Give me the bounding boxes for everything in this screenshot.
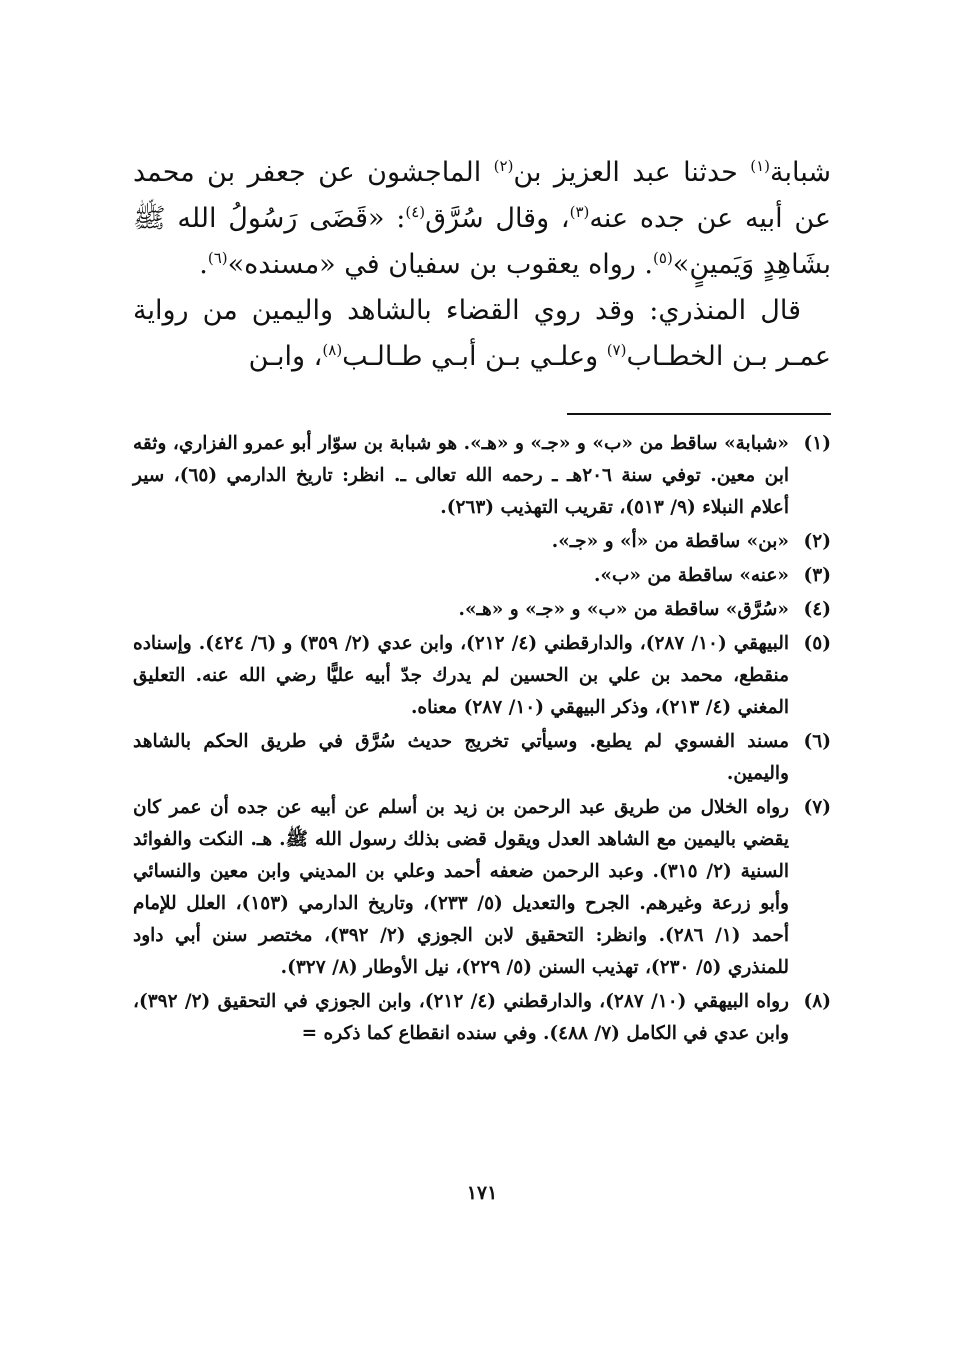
footnote-text: رواه البيهقي (١٠/ ٢٨٧)، والدارقطني (٤/ ٢١٢)، وابن الجوزي في التحقيق (٢/ ٣٩٢)، وابن عدي في الكامل (٧/ ٤٨٨). وفي سنده انقطاع كما ذكره = — [133, 991, 789, 1044]
main-paragraph-1 — [133, 150, 831, 288]
footnote-number: (١) — [803, 433, 831, 454]
footnotes — [133, 428, 831, 1052]
footnote-1 — [133, 428, 831, 524]
footnote-text: «سُرَّق» ساقطة من «ب» و «جـ» و «هـ». — [458, 599, 789, 620]
footnote-number: (٧) — [803, 797, 831, 818]
footnote-ref-8[interactable]: (٨) — [322, 341, 343, 359]
footnote-text: رواه الخلال من طريق عبد الرحمن بن زيد بن أسلم عن أبيه عن جده أن عمر كان يقضي باليمين مع الشاهد العدل ويقول قضى بذلك رسول الله ﷺ. هـ. النكت والفوائد السنية (٢/ ٣١٥). وعبد الرحمن ضعفه أحمد وعلي بن المديني وابن معين والنسائي وأبو زرعة وغيرهم. الجرح والتعديل (٥/ ٢٣٣)، وتاريخ الدارمي (١٥٣)، العلل للإمام أحمد (١/ ٢٨٦). وانظر: التحقيق لابن الجوزي (٢/ ٣٩٢)، مختصر سنن أبي داود للمنذري (٥/ ٢٣٠)، تهذيب السنن (٥/ ٢٢٩)، نيل الأوطار (٨/ ٣٢٧). — [133, 797, 789, 978]
text-segment: حدثنا عبد العزيز بن — [513, 157, 751, 188]
footnote-4 — [133, 594, 831, 626]
footnote-ref-2[interactable]: (٢) — [493, 157, 514, 175]
footnote-8 — [133, 986, 831, 1050]
footnote-3 — [133, 560, 831, 592]
page-number: ١٧١ — [466, 1182, 498, 1204]
footnote-2 — [133, 526, 831, 558]
footnote-6 — [133, 726, 831, 790]
footnote-7 — [133, 792, 831, 984]
footnote-number: (٦) — [803, 731, 831, 752]
text-segment: قال المنذري: وقد روي القضاء بالشاهد واليمين من رواية عمـر بـن الخطـاب — [133, 295, 831, 372]
footnote-number: (٣) — [803, 565, 831, 586]
footnote-text: «بن» ساقطة من «أ» و «جـ». — [551, 531, 789, 552]
text-segment: الماجشون عن جعفر بن محمد عن أبيه عن جده عنه — [133, 157, 831, 234]
footnote-number: (٨) — [803, 991, 831, 1012]
footnote-divider — [567, 413, 831, 415]
text-segment: شبابة — [770, 157, 831, 188]
footnote-ref-6[interactable]: (٦) — [207, 249, 228, 267]
text-segment: وعلـي بـن أبـي طـالـب — [342, 341, 607, 372]
footnote-text: البيهقي (١٠/ ٢٨٧)، والدارقطني (٤/ ٢١٢)، وابن عدي (٢/ ٣٥٩) و (٦/ ٤٢٤). وإسناده منقطع، محمد بن علي بن الحسين لم يدرك جدّ أبيه عليًّا رضي الله عنه. التعليق المغني (٤/ ٢١٣)، وذكر البيهقي (١٠/ ٢٨٧) معناه. — [133, 633, 790, 718]
footnote-text: مسند الفسوي لم يطبع. وسيأتي تخريج حديث سُرَّق في طريق الحكم بالشاهد واليمين. — [133, 731, 789, 784]
footnote-ref-3[interactable]: (٣) — [569, 203, 590, 221]
footnote-ref-1[interactable]: (١) — [750, 157, 770, 175]
footnote-5 — [133, 628, 831, 724]
footnote-text: «عنه» ساقطة من «ب». — [593, 565, 789, 586]
footnote-ref-7[interactable]: (٧) — [606, 341, 627, 359]
text-segment: ، وابـن — [248, 341, 323, 372]
text-segment: . — [199, 249, 208, 280]
main-paragraph-2 — [133, 288, 831, 380]
main-text — [133, 150, 831, 380]
footnote-number: (٢) — [803, 531, 831, 552]
text-segment: . رواه يعقوب بن سفيان في «مسنده» — [227, 249, 654, 280]
footnote-ref-4[interactable]: (٤) — [405, 203, 426, 221]
text-segment: ، وقال سُرَّق — [425, 203, 570, 234]
text-segment: : «قَضَى رَسُولُ الله ﷺ بشَاهِدٍ وَيَمينٍ» — [133, 203, 831, 280]
footnote-text: «شبابة» ساقط من «ب» و «جـ» و «هـ». هو شبابة بن سوّار أبو عمرو الفزاري، وثقه ابن معين. توفي سنة ٢٠٦هـ ـ رحمه الله تعالى ـ. انظر: تاريخ الدارمي (٦٥)، سير أعلام النبلاء (٩/ ٥١٣)، تقريب التهذيب (٢٦٣). — [133, 433, 790, 518]
footnote-ref-5[interactable]: (٥) — [653, 249, 673, 267]
footnote-number: (٥) — [803, 633, 831, 654]
footnote-number: (٤) — [803, 599, 831, 620]
